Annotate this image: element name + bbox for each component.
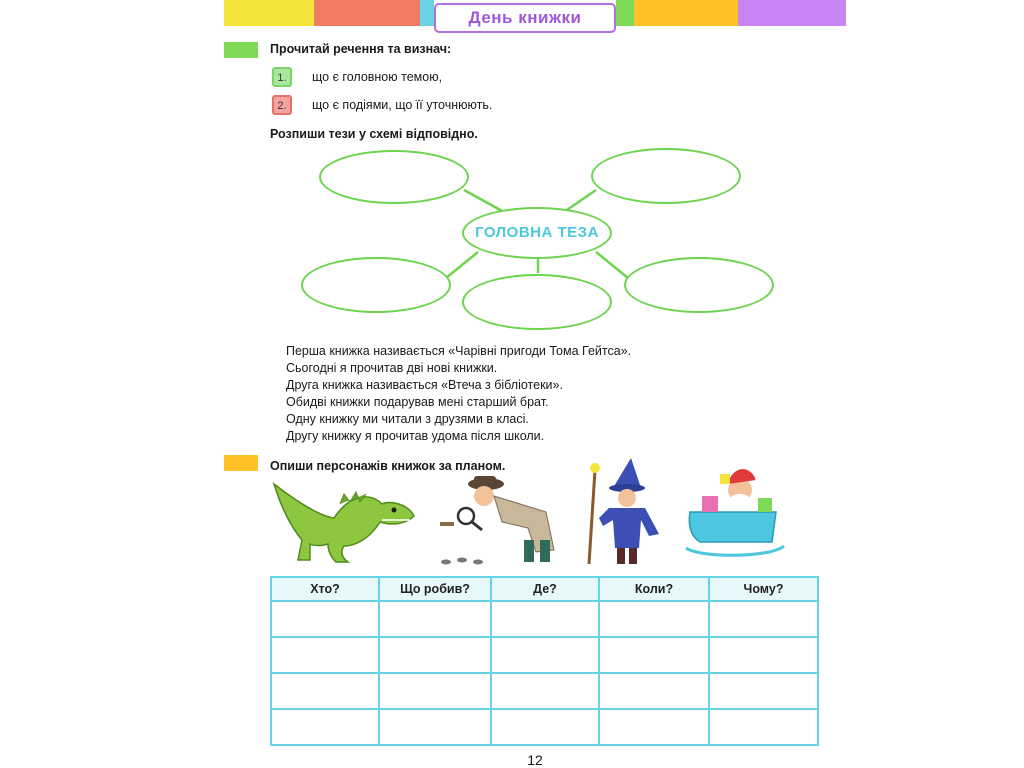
table-cell[interactable]	[709, 709, 818, 745]
workbook-page	[224, 0, 846, 768]
dinosaur-illustration	[270, 474, 418, 566]
sentence: Одну книжку ми читали з друзями в класі.	[286, 412, 529, 426]
table-cell[interactable]	[379, 673, 491, 709]
sentence: Друга книжка називається «Втеча з бібліотеки».	[286, 378, 563, 392]
column-header-when: Коли?	[599, 577, 709, 601]
task2-marker	[224, 455, 258, 471]
sentence-list	[286, 343, 631, 445]
item-text-2: що є подіями, що її уточнюють.	[312, 98, 493, 112]
character-plan-table	[270, 576, 819, 746]
sentence: Обидві книжки подарував мені старший брат.	[286, 395, 549, 409]
sentence: Перша книжка називається «Чарівні пригоди Тома Гейтса».	[286, 344, 632, 358]
wizard-illustration	[579, 456, 669, 568]
table-cell[interactable]	[491, 709, 599, 745]
table-cell[interactable]	[491, 673, 599, 709]
page-title: День книжки	[434, 3, 616, 33]
mindmap-blank-bottom-left[interactable]	[301, 257, 451, 313]
scheme-instruction: Розпиши тези у схемі відповідно.	[270, 127, 478, 141]
mindmap-center: ГОЛОВНА ТЕЗА	[462, 207, 612, 259]
table-cell[interactable]	[709, 601, 818, 637]
item-text-1: що є головною темою,	[312, 70, 443, 84]
table-cell[interactable]	[709, 673, 818, 709]
sentence: Другу книжку я прочитав удома після школи.	[286, 429, 545, 443]
table-cell[interactable]	[599, 709, 709, 745]
item-badge-1: 1.	[272, 67, 292, 87]
item-badge-2: 2.	[272, 95, 292, 115]
column-header-who: Хто?	[271, 577, 379, 601]
table-cell[interactable]	[271, 673, 379, 709]
column-header-where: Де?	[491, 577, 599, 601]
table-row	[271, 637, 818, 673]
connector-bottom-left	[446, 252, 478, 278]
table-cell[interactable]	[379, 709, 491, 745]
column-header-what: Що робив?	[379, 577, 491, 601]
mindmap-blank-bottom-center[interactable]	[462, 274, 612, 330]
table-cell[interactable]	[709, 637, 818, 673]
task2-instruction: Опиши персонажів книжок за планом.	[270, 459, 506, 473]
connector-top-left	[464, 190, 504, 212]
sentence: Сьогодні я прочитав дві нові книжки.	[286, 361, 498, 375]
table-cell[interactable]	[271, 637, 379, 673]
table-cell[interactable]	[491, 637, 599, 673]
table-cell[interactable]	[271, 709, 379, 745]
column-header-why: Чому?	[709, 577, 818, 601]
task1-instruction: Прочитай речення та визнач:	[270, 42, 452, 56]
table-cell[interactable]	[271, 601, 379, 637]
table-row	[271, 709, 818, 745]
table-cell[interactable]	[599, 673, 709, 709]
table-row	[271, 673, 818, 709]
table-cell[interactable]	[599, 637, 709, 673]
table-cell[interactable]	[379, 601, 491, 637]
santa-sleigh-illustration	[680, 456, 792, 560]
mindmap-blank-top-left[interactable]	[319, 150, 469, 204]
table-cell[interactable]	[599, 601, 709, 637]
table-cell[interactable]	[379, 637, 491, 673]
table-header-row	[271, 577, 818, 601]
table-row	[271, 601, 818, 637]
mindmap-blank-bottom-right[interactable]	[624, 257, 774, 313]
detective-illustration	[436, 472, 564, 568]
table-cell[interactable]	[491, 601, 599, 637]
mindmap-blank-top-right[interactable]	[591, 148, 741, 204]
page-number: 12	[527, 752, 543, 768]
connector-bottom-right	[596, 252, 628, 278]
